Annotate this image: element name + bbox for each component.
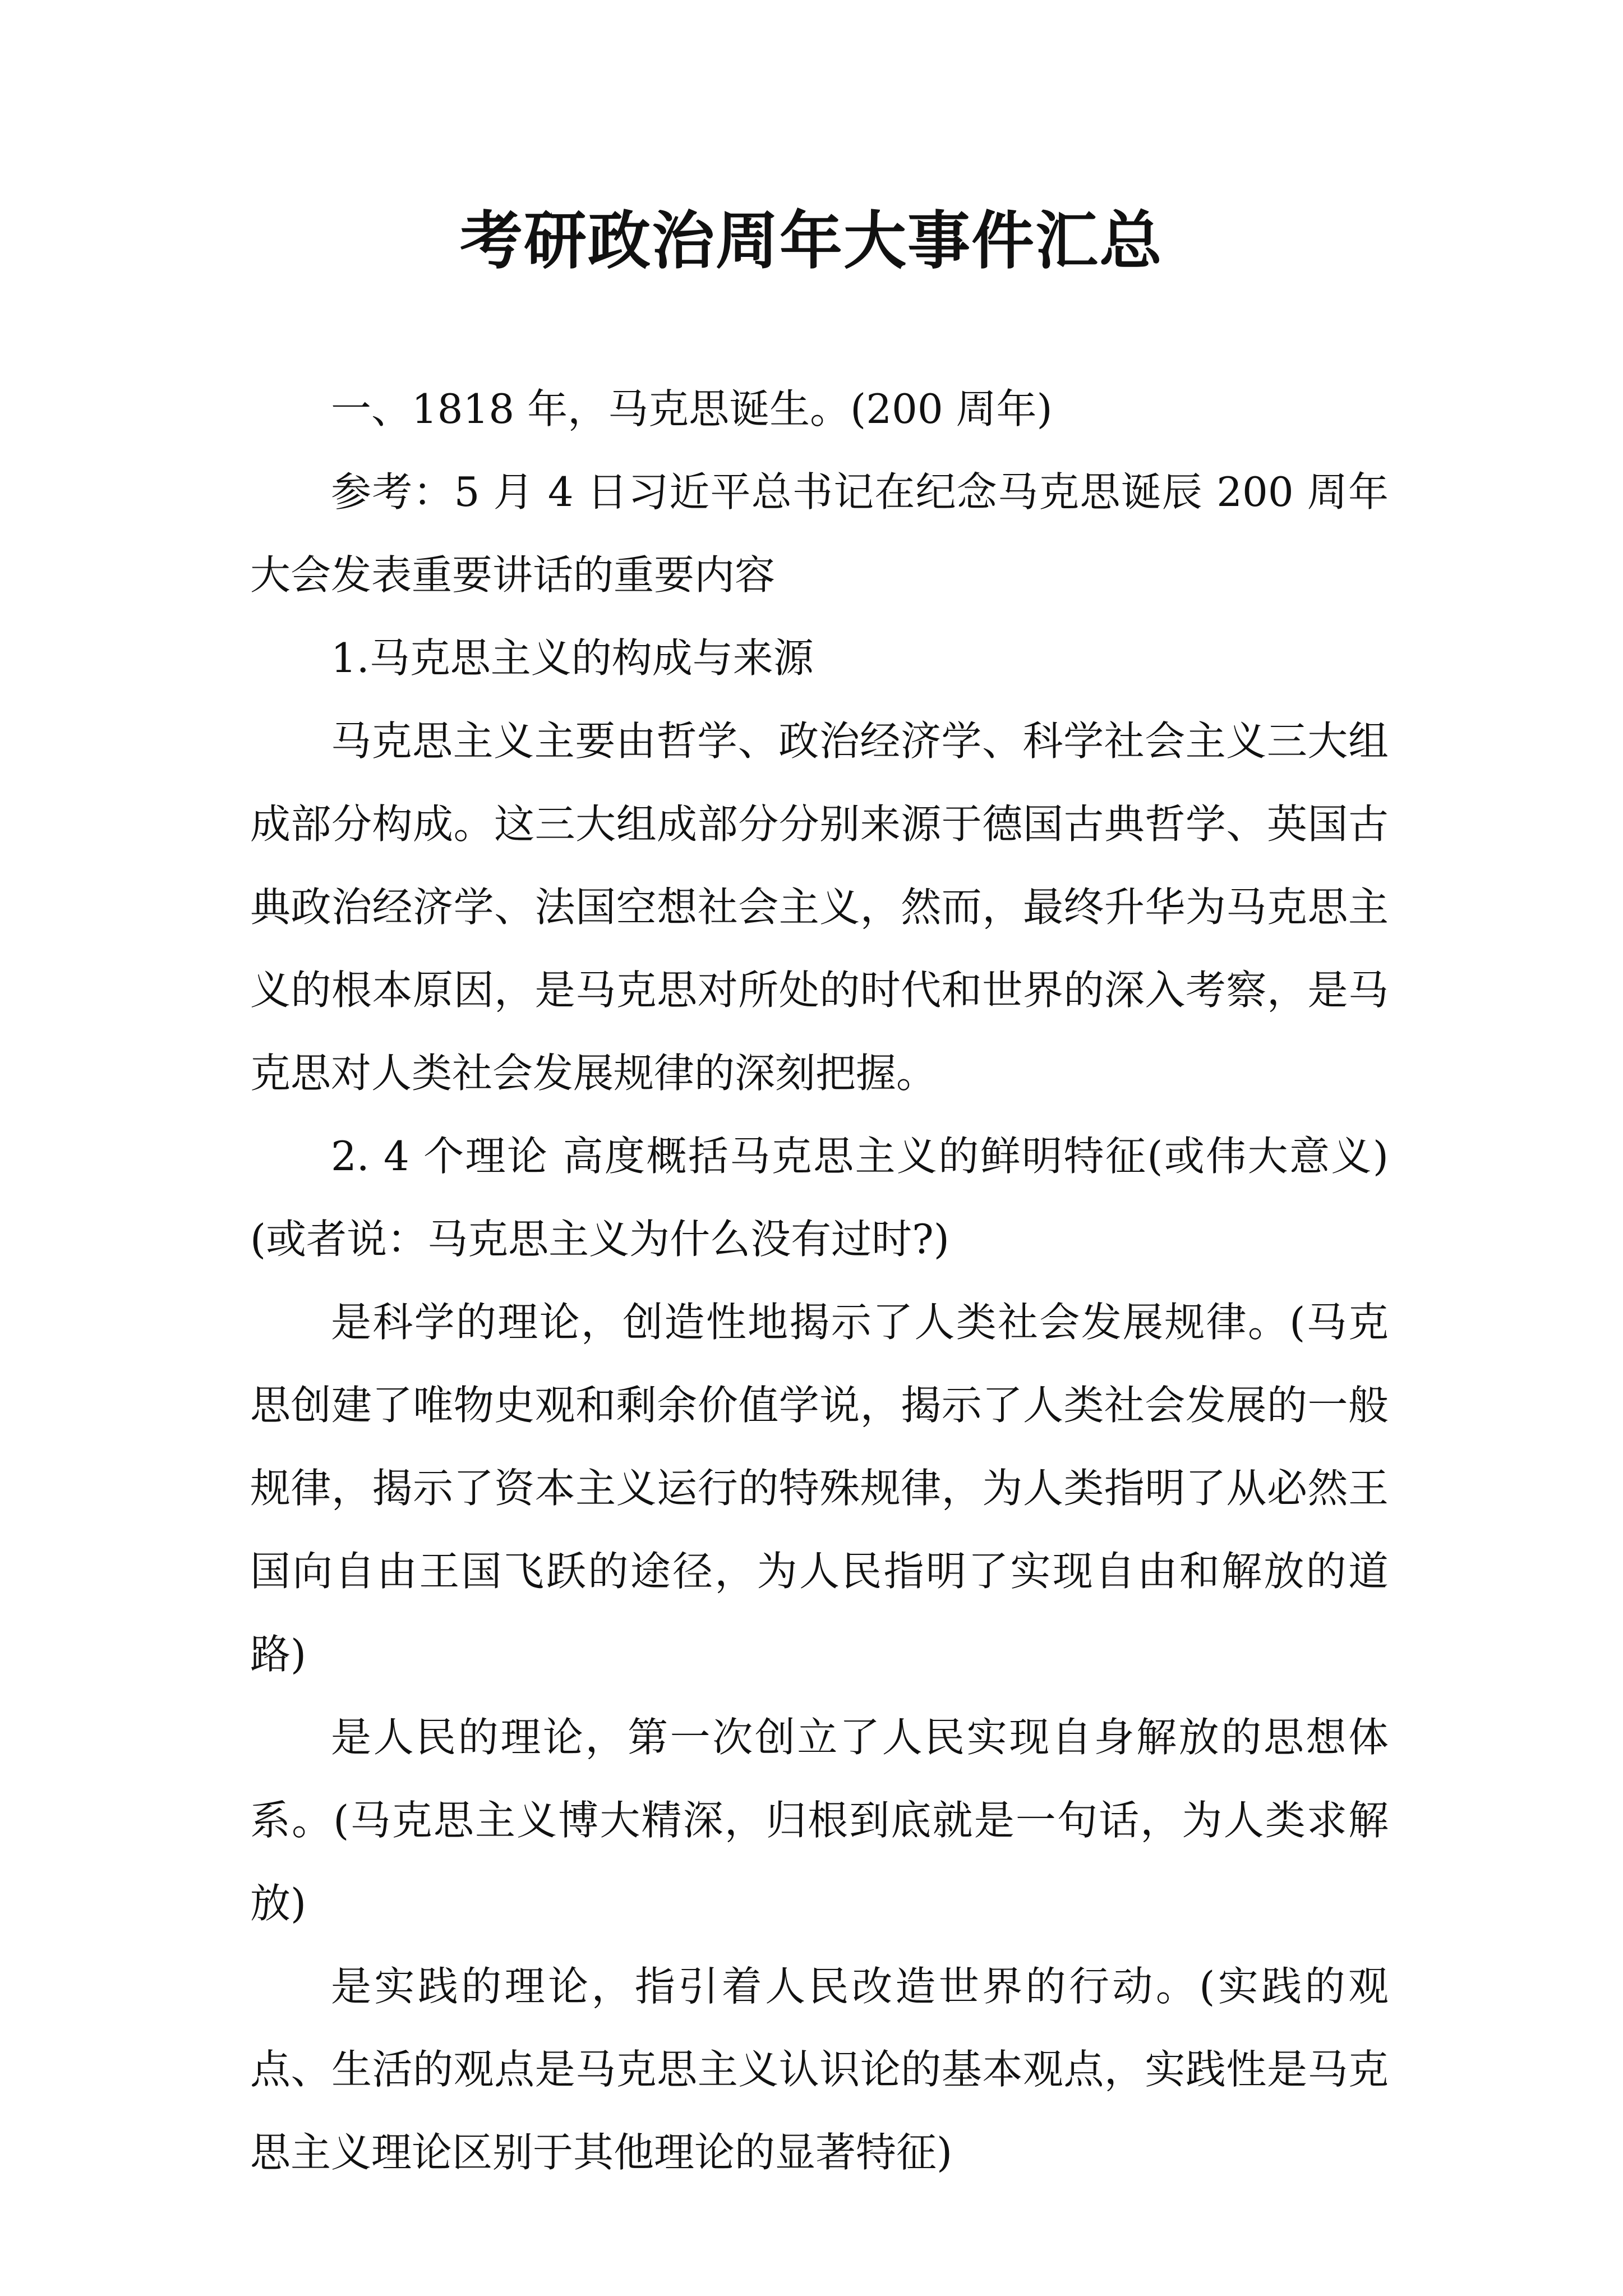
paragraph-8: 是实践的理论，指引着人民改造世界的行动。(实践的观点、生活的观点是马克思主义认识论的基本观点，实践性是马克思主义理论区别于其他理论的显著特征) <box>250 1963 1389 2176</box>
paragraph-7: 是人民的理论，第一次创立了人民实现自身解放的思想体系。(马克思主义博大精深，归根到底就是一句话，为人类求解放) <box>250 1714 1389 1927</box>
paragraph-3: 1.马克思主义的构成与来源 <box>331 634 814 682</box>
paragraph-2: 参考：5 月 4 日习近平总书记在纪念马克思诞辰 200 周年大会发表重要讲话的重要内容 <box>250 468 1389 599</box>
document-body <box>250 367 1389 2194</box>
paragraph-5: 2. 4 个理论 高度概括马克思主义的鲜明特征(或伟大意义)(或者说：马克思主义为什么没有过时?) <box>250 1133 1389 1263</box>
paragraph-4: 马克思主义主要由哲学、政治经济学、科学社会主义三大组成部分构成。这三大组成部分分别来源于德国古典哲学、英国古典政治经济学、法国空想社会主义，然而，最终升华为马克思主义的根本原因，是马克思对所处的时代和世界的深入考察，是马克思对人类社会发展规律的深刻把握。 <box>250 717 1389 1097</box>
paragraph-1: 一、1818 年，马克思诞生。(200 周年) <box>331 385 1053 432</box>
page-title: 考研政治周年大事件汇总 <box>460 204 1163 278</box>
paragraph-6: 是科学的理论，创造性地揭示了人类社会发展规律。(马克思创建了唯物史观和剩余价值学说，揭示了人类社会发展的一般规律，揭示了资本主义运行的特殊规律，为人类指明了从必然王国向自由王国飞跃的途径，为人民指明了实现自由和解放的道路) <box>250 1299 1389 1678</box>
